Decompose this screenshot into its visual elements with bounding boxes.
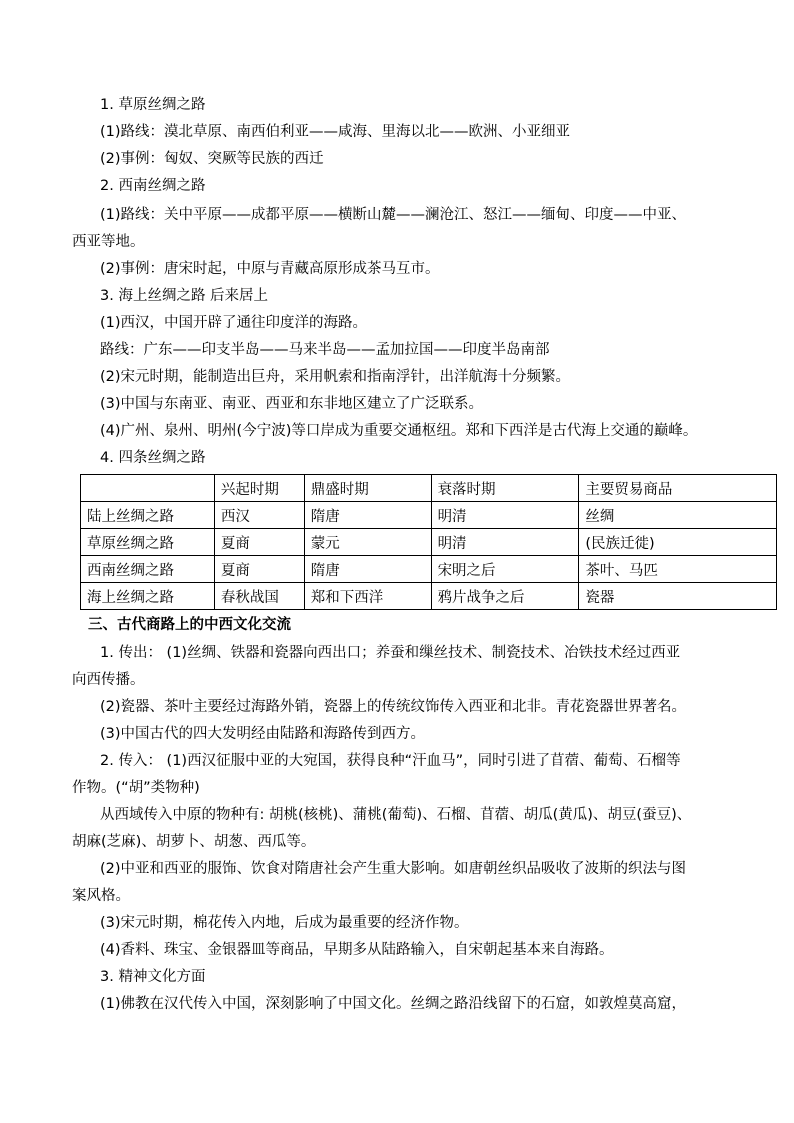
- table-cell: 丝绸: [579, 502, 777, 529]
- text-line: 向西传播。: [72, 672, 145, 688]
- table-header-cell: 鼎盛时期: [304, 475, 431, 502]
- table-cell: 明清: [431, 502, 579, 529]
- text-line: 3. 精神文化方面: [100, 969, 206, 985]
- table-cell: 海上丝绸之路: [81, 583, 215, 610]
- table-header-cell: 衰落时期: [431, 475, 579, 502]
- table-cell: 鸦片战争之后: [431, 583, 579, 610]
- table-cell: 茶叶、马匹: [579, 556, 777, 583]
- table-cell: 蒙元: [304, 529, 431, 556]
- table-cell: 郑和下西洋: [304, 583, 431, 610]
- table-header-cell: 兴起时期: [214, 475, 304, 502]
- table-cell: 春秋战国: [214, 583, 304, 610]
- text-line: 4. 四条丝绸之路: [100, 450, 206, 466]
- table-row: [81, 583, 777, 610]
- text-line: (3)宋元时期，棉花传入内地，后成为最重要的经济作物。: [100, 915, 469, 931]
- text-line: (2)瓷器、茶叶主要经过海路外销，瓷器上的传统纹饰传入西亚和北非。青花瓷器世界著名。: [100, 699, 687, 715]
- four-silk-roads-table: [80, 474, 777, 610]
- table-row: [81, 502, 777, 529]
- table-cell: 明清: [431, 529, 579, 556]
- table-cell: (民族迁徙): [579, 529, 777, 556]
- text-line: (4)广州、泉州、明州(今宁波)等口岸成为重要交通枢纽。郑和下西洋是古代海上交通的巅峰。: [100, 423, 698, 439]
- text-line: 路线：广东——印支半岛——马来半岛——孟加拉国——印度半岛南部: [100, 342, 550, 358]
- text-line: 案风格。: [72, 888, 130, 904]
- table-cell: 西南丝绸之路: [81, 556, 215, 583]
- text-line: (2)宋元时期，能制造出巨舟，采用帆索和指南浮针，出洋航海十分频繁。: [100, 369, 571, 385]
- text-line: (1)路线：漠北草原、南西伯利亚——咸海、里海以北——欧洲、小亚细亚: [100, 124, 571, 140]
- table-header-cell: 主要贸易商品: [579, 475, 777, 502]
- text-line: (2)事例：匈奴、突厥等民族的西迁: [100, 151, 324, 167]
- text-line: (3)中国与东南亚、南亚、西亚和东非地区建立了广泛联系。: [100, 396, 484, 412]
- table-cell: 瓷器: [579, 583, 777, 610]
- table-cell: 夏商: [214, 556, 304, 583]
- text-line: 三、古代商路上的中西文化交流: [88, 617, 291, 633]
- text-line: (4)香料、珠宝、金银器皿等商品，早期多从陆路输入，自宋朝起基本来自海路。: [100, 942, 614, 958]
- text-line: (1)路线：关中平原——成都平原——横断山麓——澜沧江、怒江——缅甸、印度——中亚、: [100, 207, 687, 223]
- table-cell: 宋明之后: [431, 556, 579, 583]
- text-line: (2)事例：唐宋时起，中原与青藏高原形成茶马互市。: [100, 261, 440, 277]
- table-cell: 隋唐: [304, 502, 431, 529]
- table-cell: 隋唐: [304, 556, 431, 583]
- text-line: 从西域传入中原的物种有: 胡桃(核桃)、蒲桃(葡萄)、石榴、苜蓿、胡瓜(黄瓜)、胡豆(蚕豆)、: [100, 807, 692, 823]
- table-header-row: [81, 475, 777, 502]
- text-line: 作物。(“胡”类物种): [72, 780, 200, 796]
- text-line: (1)佛教在汉代传入中国，深刻影响了中国文化。丝绸之路沿线留下的石窟，如敦煌莫高窟，: [100, 996, 687, 1012]
- text-line: 1. 传出： (1)丝绸、铁器和瓷器向西出口；养蚕和缫丝技术、制瓷技术、冶铁技术经过西亚: [100, 645, 681, 661]
- text-line: 3. 海上丝绸之路 后来居上: [100, 288, 269, 304]
- table-row: [81, 556, 777, 583]
- table-cell: 草原丝绸之路: [81, 529, 215, 556]
- table-row: [81, 529, 777, 556]
- text-line: (3)中国古代的四大发明经由陆路和海路传到西方。: [100, 726, 426, 742]
- table-cell: 西汉: [214, 502, 304, 529]
- text-line: 西亚等地。: [72, 234, 145, 250]
- table-header-cell: [81, 475, 215, 502]
- table-cell: 夏商: [214, 529, 304, 556]
- text-line: (2)中亚和西亚的服饰、饮食对隋唐社会产生重大影响。如唐朝丝织品吸收了波斯的织法与图: [100, 861, 687, 877]
- text-line: 2. 传入： (1)西汉征服中亚的大宛国，获得良种“汗血马”，同时引进了苜蓿、葡萄、石榴等: [100, 753, 681, 769]
- table-cell: 陆上丝绸之路: [81, 502, 215, 529]
- text-line: 1. 草原丝绸之路: [100, 97, 206, 113]
- text-line: 2. 西南丝绸之路: [100, 178, 206, 194]
- text-line: (1)西汉，中国开辟了通往印度洋的海路。: [100, 315, 368, 331]
- text-line: 胡麻(芝麻)、胡萝卜、胡葱、西瓜等。: [72, 834, 316, 850]
